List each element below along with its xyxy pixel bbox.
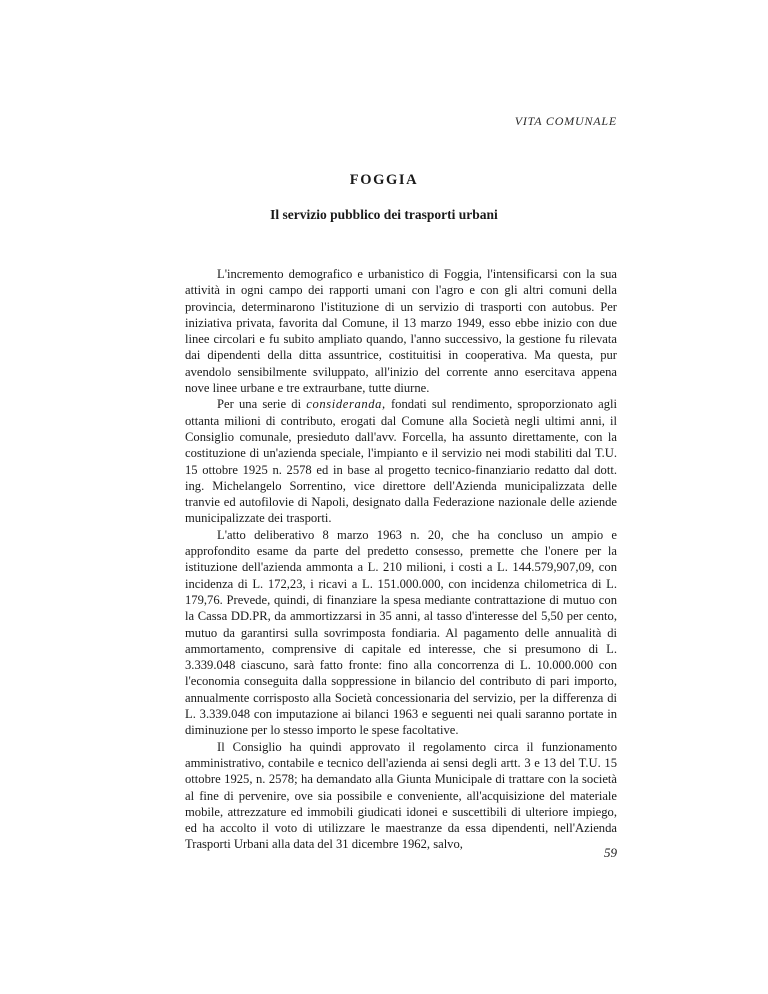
paragraph-2-rest: fondati sul rendimento, sproporzionato agli ottanta milioni di contributo, erogati dal Comune alla Società negli ultimi anni, il Consiglio comunale, presieduto dall'avv. Forcella, ha assunto direttamente, con la costituzione di un'azienda speciale, l'impianto e il servizio nei modi stabiliti dal T.U. 15 ottobre 1925 n. 2578 ed in base al progetto tecnico-finanziario redatto dal dott. ing. Michelangelo Sorrentino, vice direttore dell'Azienda municipalizzata delle tranvie ed autofilovie di Napoli, designato dalla Federazione nazionale delle aziende municipalizzate dei trasporti. — [185, 397, 618, 526]
paragraph-1: L'incremento demografico e urbanistico di Foggia, l'intensificarsi con la sua attività in ogni campo dei rapporti umani con l'agro e con gli altri comuni della provincia, determinarono l'istituzione di un servizio di trasporti con autobus. Per iniziativa privata, favorita dal Comune, il 13 marzo 1949, esso ebbe inizio con due linee circolari e fu subito ampliato quando, l'anno successivo, la gestione fu rilevata dai dipendenti della ditta assuntrice, costituitisi in cooperativa. Ma questa, pur avendolo sensibilmente sviluppato, all'inizio del corrente anno esercitava appena nove linee urbane e tre extraurbane, tutte diurne. — [185, 267, 617, 396]
paragraph-2-lead: Per una serie di — [217, 397, 307, 412]
article-body — [185, 266, 617, 853]
article-subtitle: Il servizio pubblico dei trasporti urbani — [270, 207, 498, 222]
article-title: FOGGIA — [349, 172, 419, 188]
page-number: 59 — [604, 845, 617, 860]
paragraph-3: L'atto deliberativo 8 marzo 1963 n. 20, che ha concluso un ampio e approfondito esame da parte del predetto consesso, premette che l'onere per la istituzione dell'azienda ammonta a L. 210 milioni, i costi a L. 144.579,907,09, con incidenza di L. 172,23, i ricavi a L. 151.000.000, con incidenza chilometrica di L. 179,76. Prevede, quindi, di finanziare la spesa mediante contrattazione di mutuo con la Cassa DD.PR, da ammortizzarsi in 35 anni, al tasso d'interesse del 5,50 per cento, mutuo da garantirsi sulla sovrimposta fondiaria. Al pagamento delle annualità di ammortamento, comprensive di capitale ed interesse, che si presumono di L. 3.339.048 ciascuno, sarà fatto fronte: fino alla concorrenza di L. 10.000.000 con l'economia conseguita dalla soppressione in bilancio del contributo di pari importo, annualmente corrisposto alla Società concessionaria del servizio, per la differenza di L. 3.339.048 con imputazione ai bilanci 1963 e seguenti nei quali saranno portate in diminuzione per lo stesso importo le spese facoltative. — [185, 527, 617, 738]
paragraph-2 — [185, 396, 617, 526]
running-head: VITA COMUNALE — [514, 114, 617, 128]
paragraph-4: Il Consiglio ha quindi approvato il regolamento circa il funzionamento amministrativo, contabile e tecnico dell'azienda ai sensi degli artt. 3 e 13 del T.U. 15 ottobre 1925, n. 2578; ha demandato alla Giunta Municipale di trattare con la società al fine di pervenire, ove sia possibile e conveniente, all'acquisizione del materiale mobile, attrezzature ed immobili giudicati idonei e suscettibili di ulteriore impiego, ed ha accolto il voto di utilizzare le maestranze da essa dipendenti, nell'Azienda Trasporti Urbani alla data del 31 dicembre 1962, salvo, — [185, 739, 617, 852]
paragraph-2-emphasis: consideranda, — [306, 397, 386, 412]
